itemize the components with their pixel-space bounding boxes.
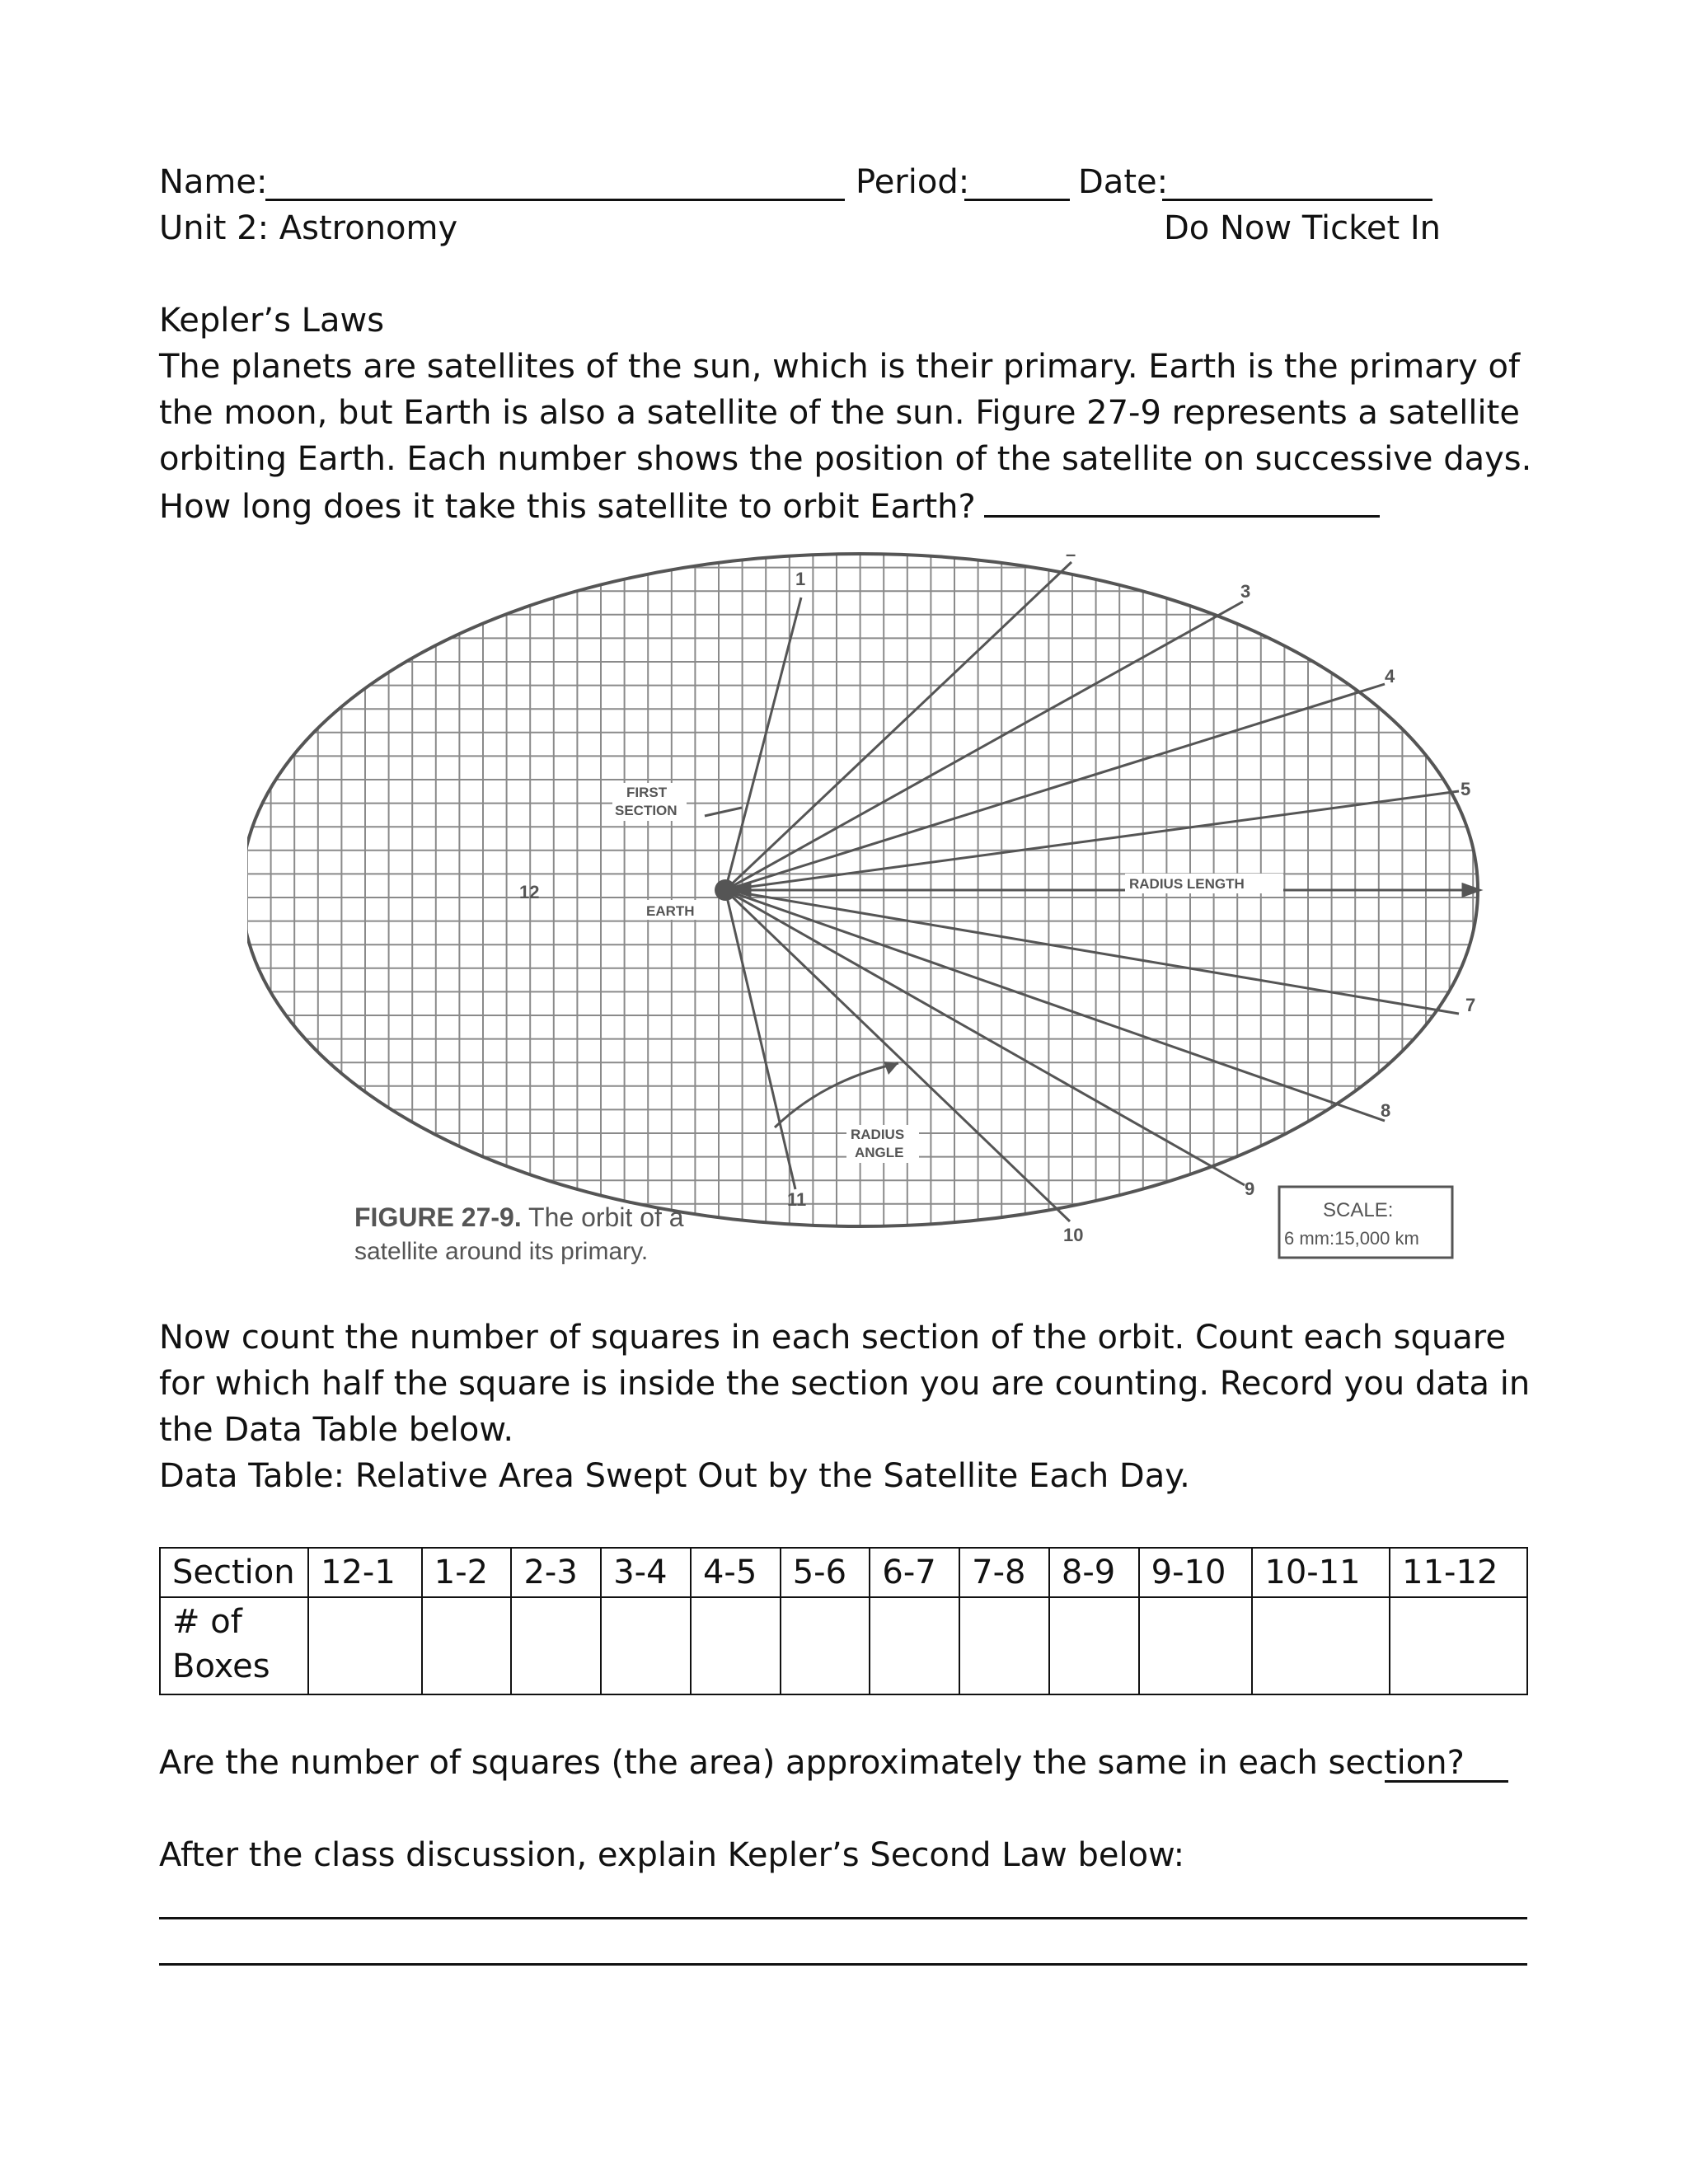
answer-line-2[interactable] [159,1963,1527,1966]
figure-caption-rest: The orbit of a [521,1202,684,1232]
section-8-9: 8-9 [1049,1548,1139,1597]
figure-caption-bold: FIGURE 27-9. [354,1202,522,1232]
radius-length-label: RADIUS LENGTH [1129,876,1245,892]
figure-caption-line1 [354,1202,684,1232]
scale-value: 6 mm:15,000 km [1284,1228,1419,1249]
section-12-1: 12-1 [308,1548,422,1597]
instructions-paragraph: Now count the number of squares in each section of the orbit. Count each square for which half the square is inside the section you are counting. Record you data in the Data Table below. [159,1319,1531,1449]
date-blank[interactable] [1162,199,1432,201]
first-section-arrow [705,808,742,816]
unit-title: Unit 2: Astronomy [159,209,458,247]
orbit-time-blank[interactable] [984,482,1380,518]
question-text: Are the number of squares (the area) approximately the same in each section? [159,1744,1465,1782]
table-title: Data Table: Relative Area Swept Out by the Satellite Each Day. [159,1457,1190,1495]
boxes-cell-9-10[interactable] [1139,1597,1253,1694]
name-blank[interactable] [265,199,845,201]
orbit-figure [247,544,1500,1269]
answer-line-1[interactable] [159,1917,1527,1919]
boxes-cell-3-4[interactable] [601,1597,691,1694]
row-header-boxes: # of Boxes [160,1597,308,1694]
position-label-2: – [1066,544,1076,565]
position-label-8: 8 [1381,1100,1391,1121]
section-9-10: 9-10 [1139,1548,1253,1597]
position-label-10: 10 [1063,1225,1084,1245]
section-4-5: 4-5 [691,1548,781,1597]
question-answer-blank[interactable] [1385,1780,1508,1783]
section-10-11: 10-11 [1252,1548,1390,1597]
boxes-cell-8-9[interactable] [1049,1597,1139,1694]
row-header-section: Section [160,1548,308,1597]
section-2-3: 2-3 [511,1548,601,1597]
position-label-4: 4 [1385,666,1395,687]
intro-paragraph [159,344,1544,530]
boxes-cell-10-11[interactable] [1252,1597,1390,1694]
position-label-11: 11 [787,1189,807,1210]
data-table [159,1547,1528,1695]
boxes-cell-2-3[interactable] [511,1597,601,1694]
boxes-cell-1-2[interactable] [422,1597,512,1694]
boxes-cell-4-5[interactable] [691,1597,781,1694]
radius-angle-label-2: ANGLE [855,1145,904,1160]
prompt-text: After the class discussion, explain Kepler’s Second Law below: [159,1836,1185,1874]
position-label-12: 12 [519,882,540,902]
first-section-label-2: SECTION [615,803,678,818]
name-label: Name: [159,163,268,201]
radius-length-arrow [734,884,1479,896]
earth-dot [715,879,736,901]
boxes-cell-12-1[interactable] [308,1597,422,1694]
position-label-5: 5 [1461,779,1471,799]
position-label-9: 9 [1245,1179,1255,1199]
section-3-4: 3-4 [601,1548,691,1597]
position-label-1: 1 [795,569,806,589]
position-label-7: 7 [1465,995,1476,1015]
boxes-cell-7-8[interactable] [959,1597,1049,1694]
period-blank[interactable] [964,199,1070,201]
radius-angle-label-1: RADIUS [851,1127,905,1142]
boxes-cell-11-12[interactable] [1390,1597,1527,1694]
section-5-6: 5-6 [781,1548,870,1597]
first-section-label-1: FIRST [626,785,668,800]
boxes-cell-5-6[interactable] [781,1597,870,1694]
figure-caption-line2: satellite around its primary. [354,1238,649,1265]
section-1-2: 1-2 [422,1548,512,1597]
intro-text: The planets are satellites of the sun, which is their primary. Earth is the primary of the moon, but Earth is also a satellite of the sun. Figure 27-9 represents a satellite orbiting Earth. Each number shows the position of the satellite on successive days. How long does it take this satellite to orbit Earth? [159,348,1532,526]
earth-label: EARTH [646,903,695,919]
position-label-3: 3 [1240,581,1251,602]
period-label: Period: [856,163,970,201]
ticket-title: Do Now Ticket In [1164,209,1442,247]
section-11-12: 11-12 [1390,1548,1527,1597]
section-7-8: 7-8 [959,1548,1049,1597]
section-6-7: 6-7 [870,1548,959,1597]
radius-angle-arrowhead [884,1062,898,1075]
boxes-cell-6-7[interactable] [870,1597,959,1694]
section-title: Kepler’s Laws [159,302,385,340]
date-label: Date: [1078,163,1169,201]
scale-title: SCALE: [1323,1199,1394,1221]
